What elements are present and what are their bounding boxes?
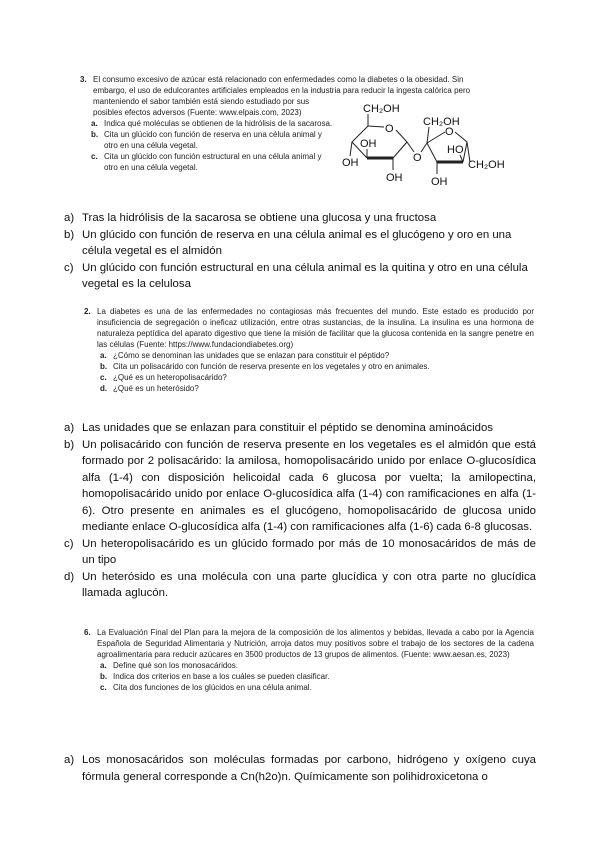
answers-6: [64, 752, 536, 785]
label-glycosidic-oxygen: O: [413, 152, 422, 164]
label-oh: OH: [431, 176, 448, 188]
sub-question-a: a. Indica qué moléculas se obtienen de la hidrólisis de la sacarosa.: [91, 119, 333, 128]
intro-line: manteniendo el sabor también está siendo estudiado por sus: [93, 97, 310, 106]
intro-line: El consumo excesivo de azúcar está relacionado con enfermedades como la diabetes o la obesidad. Sin: [93, 75, 464, 84]
sub-question-c: c. Cita dos funciones de los glúcidos en una célula animal.: [100, 683, 312, 692]
question-intro: La Evaluación Final del Plan para la mejora de la composición de los alimentos y bebidas, llevada a cabo por la Agencia Española de Seguridad Alimentaria y Nutrición, arroja datos muy positivos sobre el trabajo de los sectores de la cadena agroalimentaria para reducir azúcares en 3500 productos de 13 grupos de alimentos. (Fuente: www.aesan.es, 2023): [97, 628, 534, 659]
answer-d: d) Un heterósido es una molécula con una parte glucídica y con otra parte no glucídica llamada aglucón.: [64, 570, 536, 599]
answer-b: b) Un glúcido con función de reserva en una célula animal es el glucógeno y oro en una célula vegetal es el almidón: [64, 228, 512, 257]
question-number: 3.: [80, 75, 87, 84]
label-ch2oh: CH₂OH: [423, 116, 460, 128]
label-ch2oh: CH₂OH: [363, 103, 400, 115]
intro-line: embargo, el uso de edulcorantes artificiales empleados en la industria para reducir la ingesta calórica pero: [93, 86, 471, 95]
intro-line: posibles efectos adversos (Fuente: www.elpais.com, 2023): [93, 108, 302, 117]
answer-c: c) Un glúcido con función estructural en una célula animal es la quitina y otro en una célula vegetal es la celulosa: [64, 261, 528, 290]
question-intro: La diabetes es una de las enfermedades no contagiosas más frecuentes del mundo. Este estado es producido por insuficiencia de segregación o ineficaz utilización, entre otras sustancias, de la insulina. La insulina es una hormona de naturaleza peptídica del aparato digestivo que tiene la misión de facilitar que la glucosa contenida en la sangre penetre en las células (Fuente: https://www.fundaciondiabetes.org): [97, 307, 534, 349]
sub-question-b: b. Cita un polisacárido con función de reserva presente en los vegetales y otro en animales.: [100, 362, 430, 371]
label-oh: OH: [342, 157, 359, 169]
answer-c: c) Un heteropolisacárido es un glúcido formado por más de 10 monosacáridos de más de un tipo: [64, 537, 536, 566]
answer-a: a) Tras la hidrólisis de la sacarosa se obtiene una glucosa y una fructosa: [64, 212, 437, 224]
question-2: [84, 306, 534, 394]
sub-question-c: c. Cita un glúcido con función estructural en una célula animal y otro en una célula vegetal.: [91, 152, 322, 172]
label-ring-oxygen: O: [445, 126, 454, 138]
sub-question-b: b. Indica dos criterios en base a los cuáles se pueden clasificar.: [100, 672, 330, 681]
question-6: [84, 627, 534, 693]
label-ho: HO: [447, 144, 464, 156]
label-ring-oxygen: O: [385, 123, 394, 135]
label-ch2oh: CH₂OH: [468, 159, 505, 171]
answers-3: [64, 210, 536, 293]
question-number: 2.: [84, 307, 91, 316]
answer-a: a) Los monosacáridos son moléculas formadas por carbono, hidrógeno y oxígeno cuya fórmula general corresponde a Cn(h2o)n. Químicamente son polihidroxicetona o: [64, 754, 536, 783]
label-oh: OH: [360, 138, 377, 150]
sub-question-c: c. ¿Qué es un heteropolisacárido?: [100, 373, 227, 382]
question-number: 6.: [84, 628, 91, 637]
sucrose-structure: [340, 95, 540, 195]
label-oh: OH: [386, 172, 403, 184]
answer-a: a) Las unidades que se enlazan para constituir el péptido se denomina aminoácidos: [64, 422, 493, 434]
answer-b: b) Un polisacárido con función de reserva presente en los vegetales es el almidón que está formado por 2 polisacárido: la amilosa, homopolisacárido unido por enlace O-glucosídica alfa (1-4) con disposición helicoidal cada 6 glucosa por vuelta; la amilopectina, homopolisacárido unido por enlace O-glucosídica alfa (1-4) con ramificaciones en alfa (1-6). Otro presente en animales es el glucógeno, homopolisacárido de glucosa unido mediante enlace O-glucosídica alfa (1-4) con ramificaciones alfa (1-6) cada 6-8 glucosas.: [64, 438, 536, 533]
answers-2: [64, 420, 536, 602]
sub-question-a: a. Define qué son los monosacáridos.: [100, 661, 238, 670]
sub-question-b: b. Cita un glúcido con función de reserva en una célula animal y otro en una célula vegetal.: [91, 130, 322, 150]
sub-question-d: d. ¿Qué es un heterósido?: [100, 384, 199, 393]
sub-question-a: a. ¿Cómo se denominan las unidades que se enlazan para constituir el péptido?: [100, 351, 390, 360]
